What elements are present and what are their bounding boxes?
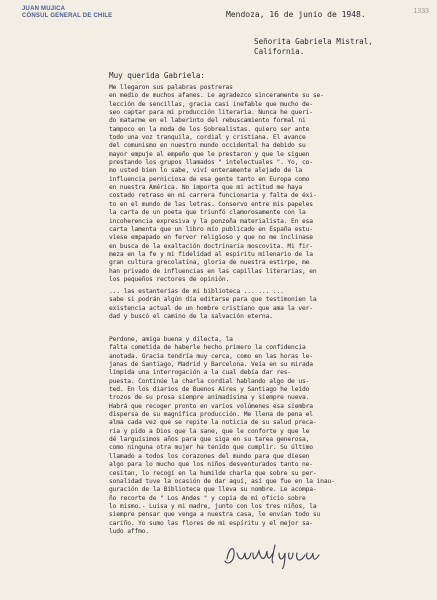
text-line: incoherencia expresiva y la ponzoña materialista. En esa [109,217,313,225]
text-line: ño recorte de " Los Andes " y copia de mi oficio sobre [109,494,306,502]
addressee [254,37,373,57]
text-line: cariño. Yo sumo las flores de mi espíritu y el mejor sa- [109,519,313,527]
text-line: tampoco en la moda de los Sobrealistas. quiero ser ante [109,125,310,133]
text-line: ludo affmo. [109,527,150,535]
text-line: guración de la Biblioteca que lleva su nombre. Le acompa- [109,486,317,494]
text-line: Me llegaron sus palabras postreras [109,84,233,91]
letterhead-name: JUAN MUJICA [22,6,66,12]
text-line: todo una voz tranquila, cordial y cristiana. El avance [109,134,306,142]
text-line: gran cultura grecolatina, gloria de nuestra estirpe, me [109,259,310,267]
text-line: Habrá que recoger pronto en varios volúmenes esa siembra [109,402,313,410]
text-line: anotada. Gracia tendría muy cerca, como en las horas le- [109,352,313,360]
text-line: mayor empuje al empeño que le prestaron y que le siguen [109,150,310,158]
text-line: la carta de un poeta que triunfó clamorosamente con la [109,209,306,217]
addressee-line-1: Señorita Gabriela Mistral, [254,37,373,46]
text-line: dé larguísimos años para que siga en su tarea generosa, [109,436,310,444]
text-line: trozos de su prosa siempre animadísima y siempre nueva. [109,394,310,402]
paragraph-3 [109,336,361,536]
text-line: ... las estanterías de mi biblioteca ... ... ... [109,288,284,295]
text-line: límpida una interrogación a la cual debía dar res- [109,369,292,377]
dateline: Mendoza, 16 de junio de 1948. [226,10,366,19]
text-line: viese empapado en fervor religioso y que no me inclinase [109,234,313,242]
text-line: costado retraso en mi carrera funcionaria y falta de éxi- [109,192,317,200]
text-line: ria y pido a Dios que la sane, que le conforte y que le [109,427,310,435]
text-line: carta lamenta que un libro mío publicado en España estu- [109,225,313,233]
text-line: dispersa de su magnífica producción. Me llena de pena el [109,411,313,419]
text-line: falta cometida de haberle hecho primero la confidencia [109,344,306,352]
text-line: siempre pensar que venga a nuestra casa, le envían todo su [109,511,321,519]
text-line: seo captar para mi producción literaria. Nunca he queri- [109,109,313,117]
text-line: to en el mundo de las letras. Conservo entre mis papeles [109,200,313,208]
signature [221,541,341,569]
text-line: han privado de influencias en las capillas literarias, en [109,267,317,275]
text-line: meza en la fe y mi fidelidad al espíritu milenario de la [109,250,313,258]
text-line: cesitan, lo recogí en la humilde charla que sobre su per- [109,469,317,477]
paragraph-1 [109,84,361,284]
letterhead-office: CÓNSUL GENERAL DE CHILE [22,13,113,19]
text-line: los pequeños rectores de opinión. [109,275,230,283]
text-line: en busca de la exaltación doctrinaria moscovita. Mi fir- [109,242,313,250]
letterhead-stamp [22,6,112,20]
text-line: mo usted bien lo sabe, viví enteramente alejado de la [109,167,302,175]
text-line: lección de sencillas, gracia casi inefable que mucho de- [109,100,313,108]
text-line: influencia perniciosa de esa gente tanto en Europa como [109,175,310,183]
text-line: existencia actual de un hombre cristiano que ama la ver- [109,304,313,312]
text-line: do matarme en el laberinto del rebuscamiento formal ni [109,117,306,125]
text-line: puesta. Continúe la charla cordial hablando algo de us- [109,377,310,385]
text-line: del comunismo en nuestro mundo occidental ha debido su [109,142,306,150]
text-line: en nuestra América. No importa que mi actitud me haya [109,184,302,192]
paragraph-2 [109,288,361,321]
text-line: en medio de muchos afanes. Le agradezco sinceramente su se- [109,92,324,100]
text-line: ted. En los diarios de Buenos Aires y Santiago he leído [109,386,310,394]
folio-number: 1333 [413,8,429,15]
text-line: janas de Santiago, Madrid y Barcelona. Veía en su mirada [109,361,313,369]
text-line: sabe si podrán algún día editarse para que testimonien la [109,296,317,304]
salutation: Muy querida Gabriela: [109,71,206,80]
text-line: llamado a todos los corazones del mundo para que diesen [109,452,310,460]
text-line: como ninguna otra mujer ha tenido que cumplir. Su último [109,444,313,452]
text-line: algo para lo mucho que los niños desventurados tanto ne- [109,461,313,469]
text-line: prestando los grupos llamados " intelectuales ". Yo, co- [109,159,313,167]
text-line: Perdone, amiga buena y dilecta, la [109,336,233,343]
text-line: lo mismo.- Luisa y mi madre, junto con los tres niños, la [109,502,317,510]
addressee-line-2: California. [254,47,305,56]
text-line: alma cada vez que se repite la noticia de su salud preca- [109,419,317,427]
text-line: sonalidad tuve la ocasión de dar aquí, así que fue en la inau- [109,477,335,485]
text-line: dad y buscó el camino de la salvación eterna. [109,313,273,321]
